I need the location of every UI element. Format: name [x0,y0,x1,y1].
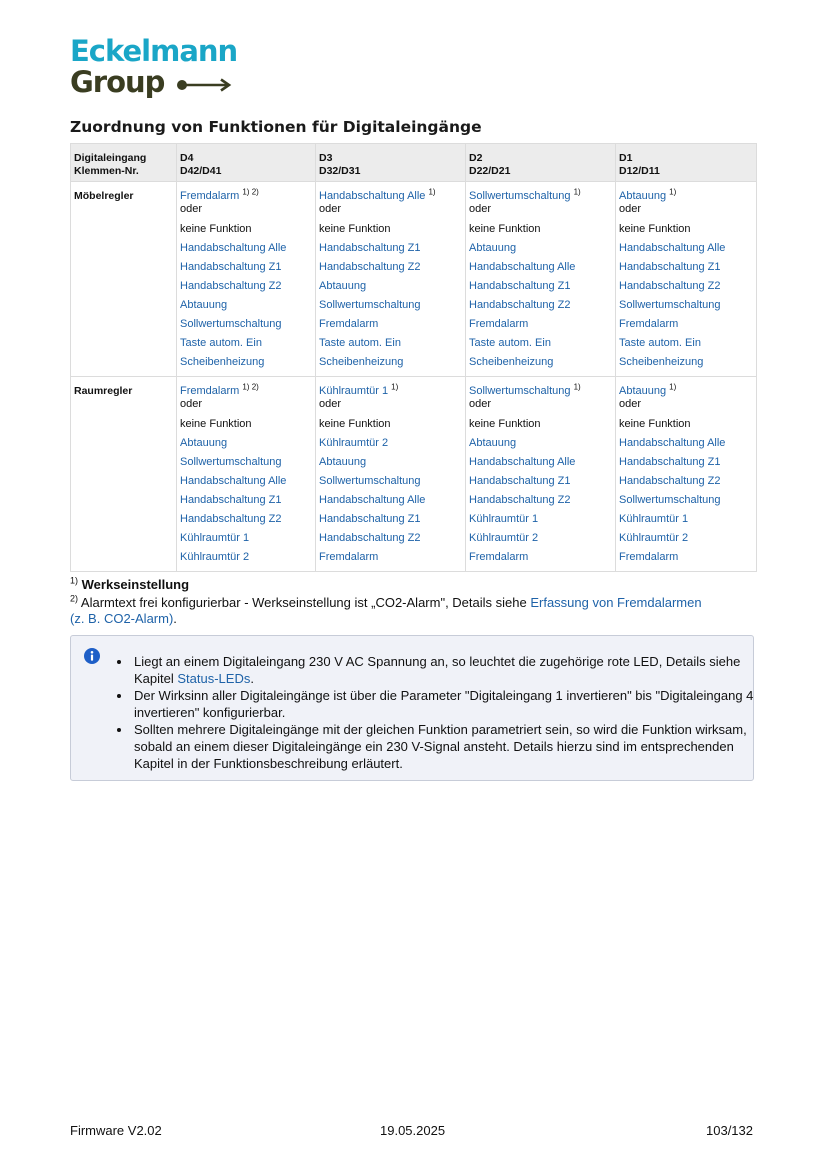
function-option-link[interactable]: Kühlraumtür 1 [180,532,250,544]
function-option-link[interactable]: Fremdalarm [319,551,379,563]
footnote-2-marker: 2) [70,593,79,604]
function-option-link[interactable]: Handabschaltung Z2 [469,299,571,311]
function-option-link[interactable]: Handabschaltung Z2 [619,280,721,292]
cell-raumregler-d3 [316,377,466,572]
function-option-link[interactable]: Handabschaltung Alle [319,494,426,506]
function-option-link[interactable]: Handabschaltung Alle [469,456,576,468]
info-item-multiple: • Sollten mehrere Digitaleingänge mit der gleichen Funktion parametriert sein, so wird die Funktion wirksam, sobald an einem dieser Digitaleingänge ein 230 V-Signal ansteht. Details hierzu sind im entsprechenden Kapitel in der Funktionsbeschreibung erläutert. [132,721,762,772]
function-option-link[interactable]: Handabschaltung Z1 [319,513,421,525]
no-function-text: keine Funktion [180,418,252,430]
function-option-link[interactable]: Sollwertumschaltung [180,318,282,330]
function-option-link[interactable]: Kühlraumtür 1 [619,513,689,525]
eckelmann-logo [70,36,237,98]
header-col-d4 [177,144,316,182]
footnote-2 [70,595,756,627]
function-option-link[interactable]: Abtauung [319,280,367,292]
footnote-2-end: . [173,611,177,626]
oder-text: oder [469,398,492,410]
function-option-link[interactable]: Fremdalarm [319,318,379,330]
info-list [117,653,762,772]
oder-text: oder [319,203,342,215]
cell-raumregler-d4 [177,377,316,572]
function-option-link[interactable]: Taste autom. Ein [180,337,262,349]
table-header-row [71,144,757,182]
header-col-d1 [616,144,757,182]
footnote-ref: 1) [428,187,436,197]
function-option-link[interactable]: Fremdalarm [619,318,679,330]
function-option-link[interactable]: Scheibenheizung [180,356,265,368]
function-option-link[interactable]: Handabschaltung Alle [469,261,576,273]
header-label [71,144,177,182]
function-option-link[interactable]: Handabschaltung Z2 [619,475,721,487]
function-option-link[interactable]: Scheibenheizung [319,356,404,368]
function-option-link[interactable]: Sollwertumschaltung [319,299,421,311]
function-option-link[interactable]: Handabschaltung Z1 [619,261,721,273]
column-terminals: D32/D31 [319,165,361,177]
default-function [180,382,312,417]
function-option-link[interactable]: Sollwertumschaltung [180,456,282,468]
no-function-text: keine Funktion [319,418,391,430]
default-function [619,187,753,222]
function-option-link[interactable]: Handabschaltung Z2 [180,513,282,525]
footnote-ref: 1) [573,187,581,197]
function-option-link[interactable]: Handabschaltung Z2 [319,532,421,544]
no-function-text: keine Funktion [180,223,252,235]
function-option-link[interactable]: Scheibenheizung [469,356,554,368]
footer-date: 19.05.2025 [380,1123,446,1138]
oder-text: oder [180,398,203,410]
footnote-ref: 1) [669,187,677,197]
oder-text: oder [180,203,203,215]
default-function [469,382,612,417]
cell-moebelregler-d1 [616,182,757,377]
default-function [619,382,753,417]
footnote-1-marker: 1) [70,575,79,586]
function-link[interactable]: Sollwertumschaltung [469,190,571,202]
header-label-line1: Digitaleingang [74,152,147,164]
footnote-ref: 1) [573,382,581,392]
footnote-1-text: Werkseinstellung [81,577,190,592]
column-terminals: D22/D21 [469,165,511,177]
function-option-link[interactable]: Kühlraumtür 2 [180,551,250,563]
header-label-line2: Klemmen-Nr. [74,165,139,177]
function-option-link[interactable]: Taste autom. Ein [319,337,401,349]
function-option-link[interactable]: Kühlraumtür 2 [619,532,689,544]
function-link[interactable]: Abtauung [619,190,667,202]
info-item-invert: • Der Wirksinn aller Digitaleingänge ist über die Parameter "Digitaleingang 1 invertieren" bis "Digitaleingang 4 invertieren" konfigurierbar. [132,687,762,721]
no-function-text: keine Funktion [619,418,691,430]
cell-moebelregler-d2 [466,182,616,377]
function-option-link[interactable]: Fremdalarm [469,551,529,563]
function-option-link[interactable]: Kühlraumtür 2 [319,437,389,449]
logo-line1: Eckelmann [70,34,238,68]
logo-line2-row [70,67,237,98]
function-option-link[interactable]: Handabschaltung Z2 [319,261,421,273]
info-item-led [132,653,762,687]
oder-text: oder [619,203,642,215]
function-option-link[interactable]: Handabschaltung Z2 [469,494,571,506]
digital-input-table [70,143,757,572]
section-title: Zuordnung von Funktionen für Digitaleingänge [70,118,482,136]
function-option-link[interactable]: Fremdalarm [469,318,529,330]
function-option-link[interactable]: Handabschaltung Z1 [469,280,571,292]
column-name: D1 [619,152,633,164]
logo-line2: Group [70,65,165,99]
function-option-link[interactable]: Abtauung [469,242,517,254]
no-function-text: keine Funktion [469,223,541,235]
footnote-2-link-line1: Erfassung von Fremdalarmen [530,595,702,610]
function-link[interactable]: Fremdalarm [180,385,240,397]
footnote-ref: 1) 2) [242,382,259,392]
footnote-2-link-line2: (z. B. CO2-Alarm) [70,611,174,626]
function-option-link[interactable]: Handabschaltung Alle [619,242,726,254]
column-name: D2 [469,152,483,164]
oder-text: oder [319,398,342,410]
status-leds-link[interactable]: Status-LEDs [177,671,251,686]
info-item-1-text: Liegt an einem Digitaleingang 230 V AC Spannung an, so leuchtet die zugehörige rote LED, Details siehe Kapitel [134,654,741,686]
footer-firmware: Firmware V2.02 [70,1123,162,1138]
function-option-link[interactable]: Handabschaltung Alle [619,437,726,449]
column-terminals: D12/D11 [619,165,660,177]
header-col-d2 [466,144,616,182]
table-row-raumregler [71,377,757,572]
footnote-ref: 1) [669,382,677,392]
footnote-ref: 1) [391,382,399,392]
column-name: D4 [180,152,194,164]
function-link[interactable]: Sollwertumschaltung [469,385,571,397]
function-option-link[interactable]: Handabschaltung Z1 [469,475,571,487]
footnote-ref: 1) 2) [242,187,259,197]
default-function [469,187,612,222]
footnote-1 [70,577,189,593]
no-function-text: keine Funktion [469,418,541,430]
function-option-link[interactable]: Abtauung [180,437,228,449]
cell-raumregler-d1 [616,377,757,572]
info-icon [84,648,100,664]
function-option-link[interactable]: Kühlraumtür 1 [469,513,539,525]
table-row-moebelregler [71,182,757,377]
function-option-link[interactable]: Abtauung [180,299,228,311]
function-link[interactable]: Fremdalarm [180,190,240,202]
function-option-link[interactable]: Abtauung [469,437,517,449]
no-function-text: keine Funktion [319,223,391,235]
function-option-link[interactable]: Abtauung [319,456,367,468]
column-terminals: D42/D41 [180,165,222,177]
function-option-link[interactable]: Handabschaltung Z1 [180,494,282,506]
table-body [71,182,757,572]
header-col-d3 [316,144,466,182]
function-option-link[interactable]: Kühlraumtür 2 [469,532,539,544]
function-option-link[interactable]: Handabschaltung Z1 [619,456,721,468]
oder-text: oder [469,203,492,215]
cell-raumregler-d2 [466,377,616,572]
function-option-link[interactable]: Taste autom. Ein [469,337,551,349]
cell-moebelregler-d4 [177,182,316,377]
function-option-link[interactable]: Taste autom. Ein [619,337,701,349]
function-option-link[interactable]: Handabschaltung Alle [180,475,287,487]
default-function [319,187,462,222]
cell-moebelregler-d3 [316,182,466,377]
footnote-2-text: Alarmtext frei konfigurierbar - Werkseinstellung ist „CO2-Alarm", Details siehe [80,595,527,610]
no-function-text: keine Funktion [619,223,691,235]
info-item-1-end: . [250,671,254,686]
default-function [319,382,462,417]
function-option-link[interactable]: Sollwertumschaltung [319,475,421,487]
row-label: Raumregler [71,377,177,572]
function-option-link[interactable]: Handabschaltung Z1 [319,242,421,254]
arrow-right-icon [176,78,234,92]
default-function [180,187,312,222]
function-option-link[interactable]: Handabschaltung Z2 [180,280,282,292]
info-note-box [70,635,754,781]
function-option-link[interactable]: Sollwertumschaltung [619,299,721,311]
row-label: Möbelregler [71,182,177,377]
function-link[interactable]: Abtauung [619,385,667,397]
function-option-link[interactable]: Scheibenheizung [619,356,704,368]
function-option-link[interactable]: Fremdalarm [619,551,679,563]
footer-page-number: 103/132 [706,1123,753,1138]
column-name: D3 [319,152,333,164]
function-link[interactable]: Kühlraumtür 1 [319,385,389,397]
oder-text: oder [619,398,642,410]
function-link[interactable]: Handabschaltung Alle [319,190,426,202]
function-option-link[interactable]: Handabschaltung Alle [180,242,287,254]
function-option-link[interactable]: Sollwertumschaltung [619,494,721,506]
function-option-link[interactable]: Handabschaltung Z1 [180,261,282,273]
